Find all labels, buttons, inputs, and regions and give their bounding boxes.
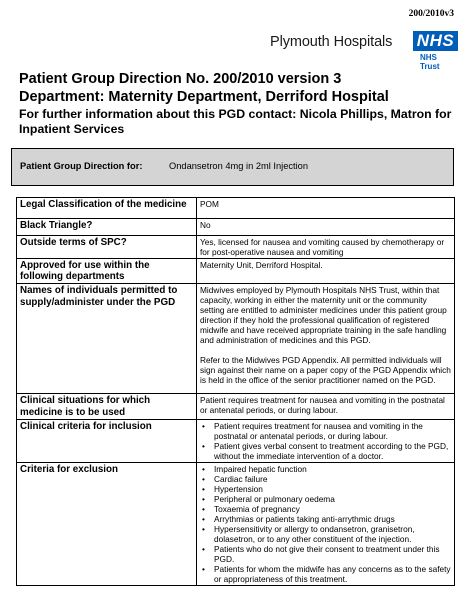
exclusion-list xyxy=(200,464,451,584)
row-label: Approved for use within the following departments xyxy=(17,259,197,284)
list-item: • Patient gives verbal consent to treatment according to the PGD, without the immediate intervention of a doctor. xyxy=(200,441,451,461)
pgd-details-table xyxy=(16,197,455,586)
row-value: Patient requires treatment for nausea and vomiting in the postnatal or antenatal periods, or during labour. xyxy=(197,394,455,419)
list-item: • Patients for whom the midwife has any concerns as to the safety or appropriateness of this treatment. xyxy=(200,564,451,584)
list-item: • Peripheral or pulmonary oedema xyxy=(200,494,451,504)
list-item: • Toxaemia of pregnancy xyxy=(200,504,451,514)
row-label: Criteria for exclusion xyxy=(17,462,197,585)
pgd-number-heading: Patient Group Direction No. 200/2010 version 3 xyxy=(19,71,342,87)
row-label: Black Triangle? xyxy=(17,219,197,236)
document-title xyxy=(19,70,459,136)
trust-logo xyxy=(270,28,458,71)
trust-name: NHS Trust xyxy=(420,53,440,71)
row-value: POM xyxy=(197,198,455,219)
nhs-logo-icon: NHS xyxy=(413,31,458,51)
pgd-for-label: Patient Group Direction for: xyxy=(20,161,143,171)
row-label: Clinical criteria for inclusion xyxy=(17,419,197,462)
list-item: • Patient requires treatment for nausea and vomiting in the postnatal or antenatal periods, or during labour. xyxy=(200,421,451,441)
list-item: • Impaired hepatic function xyxy=(200,464,451,474)
list-item: • Arrythmias or patients taking anti-arrythmic drugs xyxy=(200,514,451,524)
row-label: Legal Classification of the medicine xyxy=(17,198,197,219)
row-label: Names of individuals permitted to supply/administer under the PGD xyxy=(17,284,197,394)
org-name: Plymouth Hospitals xyxy=(270,34,393,50)
table-row xyxy=(17,259,455,284)
inclusion-list xyxy=(200,421,451,461)
list-item: • Hypersensitivity or allergy to ondansetron, granisetron, dolasetron, or to any other constituent of the injection. xyxy=(200,524,451,544)
row-label: Clinical situations for which medicine is to be used xyxy=(17,394,197,419)
table-row xyxy=(17,236,455,259)
table-row xyxy=(17,394,455,419)
table-row xyxy=(17,219,455,236)
row-value: No xyxy=(197,219,455,236)
pgd-for-value: Ondansetron 4mg in 2ml Injection xyxy=(169,161,309,171)
list-item: • Hypertension xyxy=(200,484,451,494)
table-row xyxy=(17,462,455,585)
department-heading: Department: Maternity Department, Derriford Hospital xyxy=(19,89,389,105)
row-value xyxy=(197,462,455,585)
pgd-for-box xyxy=(11,148,454,186)
document-reference: 200/2010v3 xyxy=(408,9,454,19)
row-value: Yes, licensed for nausea and vomiting caused by chemotherapy or for post-operative nausea and vomiting xyxy=(197,236,455,259)
table-row xyxy=(17,419,455,462)
paragraph: Midwives employed by Plymouth Hospitals NHS Trust, within that capacity, working in either the maternity unit or the community setting are entitled to administer medicines under this patient group direction if they hold the professional qualification of registered midwife and have received appropriate training in the safe handling and administration of medicines and this PGD. xyxy=(200,285,447,346)
row-value: Maternity Unit, Derriford Hospital. xyxy=(197,259,455,284)
row-value xyxy=(197,419,455,462)
row-value xyxy=(197,284,455,394)
row-label: Outside terms of SPC? xyxy=(17,236,197,259)
list-item: • Patients who do not give their consent to treatment under this PGD. xyxy=(200,544,451,564)
paragraph: Refer to the Midwives PGD Appendix. All permitted individuals will sign against their name on a paper copy of the PGD Appendix which is held in the office of the senior practitioner named on the PGD. xyxy=(200,355,451,386)
list-item: • Cardiac failure xyxy=(200,474,451,484)
contact-heading: For further information about this PGD contact: Nicola Phillips, Matron for Inpatient Services xyxy=(19,107,452,136)
table-row xyxy=(17,284,455,394)
table-row xyxy=(17,198,455,219)
